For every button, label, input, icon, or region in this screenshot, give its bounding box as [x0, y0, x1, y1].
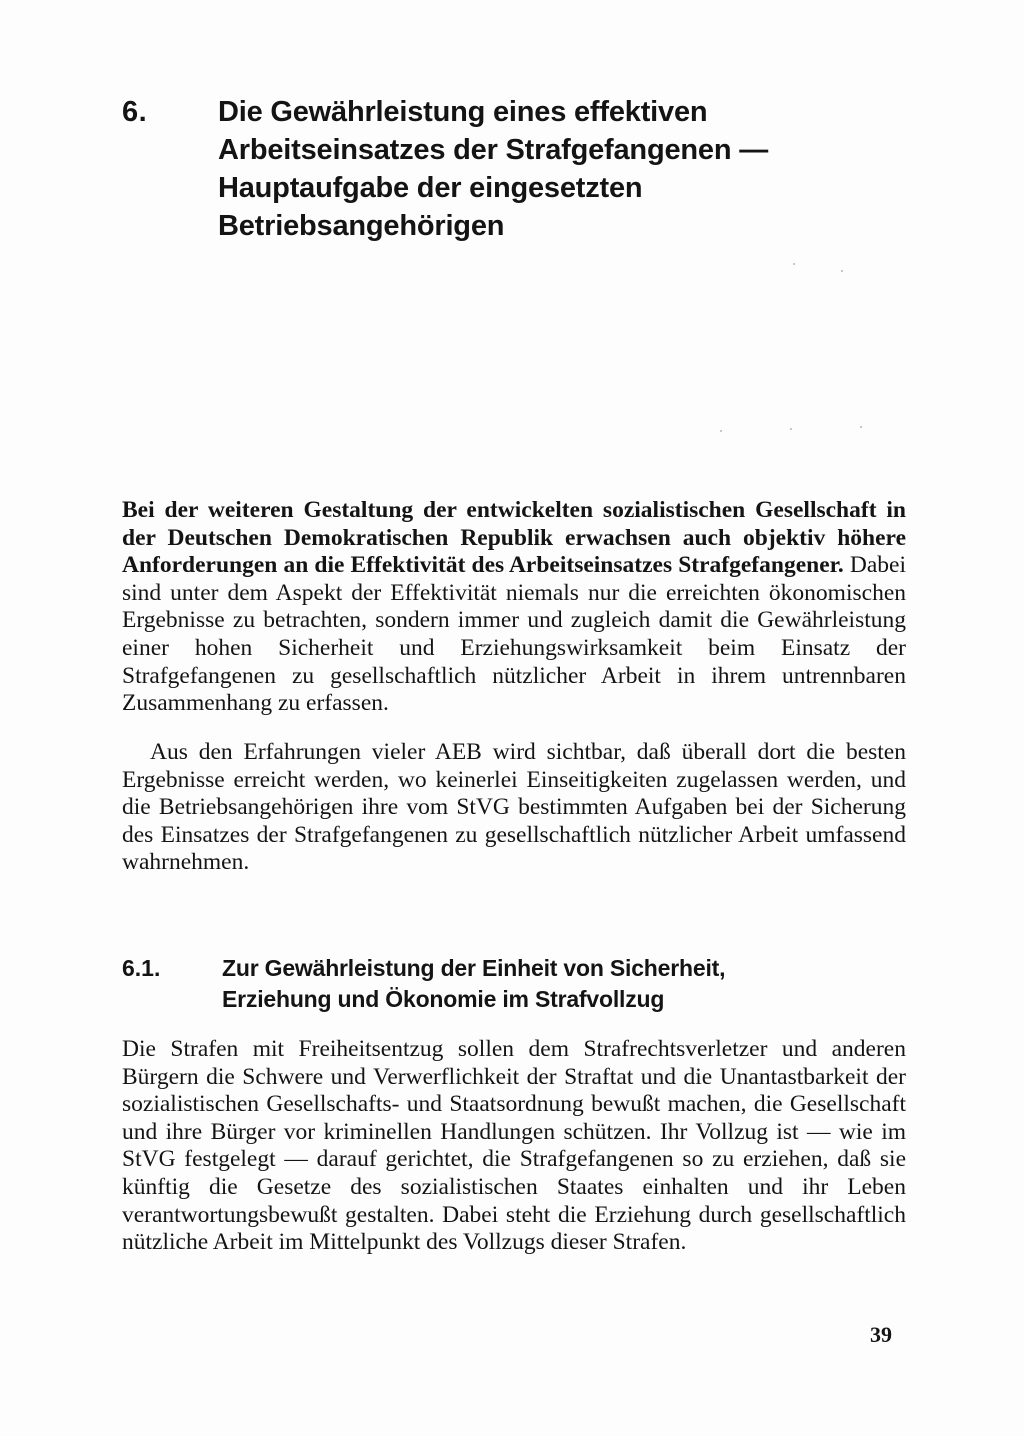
section-number: 6.1. [122, 955, 161, 981]
chapter-title-line: Hauptaufgabe der eingesetzten [218, 172, 643, 204]
intro-paragraph [122, 497, 906, 718]
section-title [222, 953, 862, 1015]
chapter-title [218, 93, 858, 245]
intro-paragraph-2: Aus den Erfahrungen vieler AEB wird sichtbar, daß überall dort die besten Ergebnisse erreicht werden, wo keinerlei Einseitigkeiten zugelassen werden, und die Betriebsangehörigen ihre vom StVG bestimmten Aufgaben bei der Sicherung des Einsatzes der Strafgefangenen zu gesellschaftlich nützlicher Arbeit umfassend wahrnehmen. [122, 739, 906, 876]
intro-rest: Dabei sind unter dem Aspekt der Effektivität niemals nur die erreichten ökonomischen Ergebnisse zu betrachten, sondern immer und zugleich damit die Gewährleistung einer hohen Sicherheit und Erziehungswirksamkeit beim Einsatz der Strafgefangenen zu gesellschaftlich nützlicher Arbeit in ihrem untrennbaren Zusammenhang zu erfassen. [122, 552, 906, 717]
scan-speck [841, 270, 843, 272]
chapter-number: 6. [122, 96, 148, 128]
page-number: 39 [870, 1322, 892, 1347]
section-paragraph: Die Strafen mit Freiheitsentzug sollen dem Strafrechtsverletzer und anderen Bürgern die Schwere und Verwerflichkeit der Straftat und die Unantastbarkeit der sozialistischen Gesellschafts- und Staatsordnung bewußt machen, die Gesellschaft und ihre Bürger vor kriminellen Handlungen schützen. Ihr Vollzug ist — wie im StVG festgelegt — darauf gerichtet, die Strafgefangenen so zu erziehen, daß sie künftig die Gesetze des sozialistischen Staates einhalten und ihr Leben verantwortungsbewußt gestalten. Dabei steht die Erziehung durch gesellschaftlich nützliche Arbeit im Mittelpunkt des Vollzugs dieser Strafen. [122, 1036, 906, 1256]
intro-bold-lead: Bei der weiteren Gestaltung der entwickelten sozialistischen Gesellschaft in der Deutschen Demokratischen Republik erwachsen auch objektiv höhere Anforderungen an die Effektivität des Arbeitseinsatzes Strafgefangener. [122, 497, 906, 579]
scan-speck [860, 426, 862, 428]
chapter-title-line: Arbeitseinsatzes der Strafgefangenen — [218, 134, 768, 166]
scan-speck [793, 263, 795, 265]
scan-speck [790, 428, 792, 430]
section-title-line: Erziehung und Ökonomie im Strafvollzug [222, 986, 665, 1012]
chapter-title-line: Die Gewährleistung eines effektiven [218, 96, 708, 128]
scan-speck [720, 430, 722, 432]
chapter-title-line: Betriebsangehörigen [218, 210, 505, 242]
section-title-line: Zur Gewährleistung der Einheit von Sicherheit, [222, 955, 726, 981]
